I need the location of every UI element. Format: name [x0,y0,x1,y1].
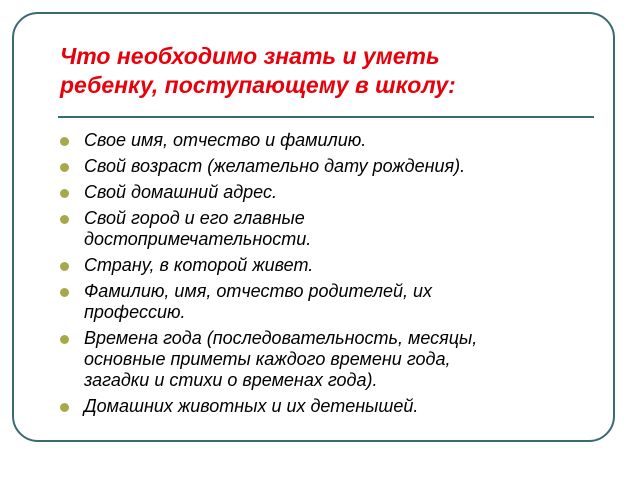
bullet-dot-icon [60,335,69,344]
bullet-text: Фамилию, имя, отчество родителей, их [84,281,433,301]
bullet-dot-icon [60,288,69,297]
bullet-dot-icon [60,262,69,271]
bullet-text: профессию. [84,302,186,322]
bullet-dot-icon [60,403,69,412]
bullet-dot-icon [60,215,69,224]
bullet-text: Свой город и его главные [84,208,305,228]
bullet-text: Времена года (последовательность, месяцы, [84,328,478,348]
bullet-dot-icon [60,189,69,198]
bullet-item-name [60,130,580,151]
bullet-item-seasons [60,328,580,391]
title-divider [58,116,594,118]
bullet-text: Свой возраст (желательно дату рождения). [84,156,466,176]
bullet-text: Свое имя, отчество и фамилию. [84,130,367,150]
bullet-dot-icon [60,137,69,146]
bullet-item-animals [60,396,580,417]
bullet-text: достопримечательности. [84,229,312,249]
bullet-text: основные приметы каждого времени года, [84,349,451,369]
bullet-item-address [60,182,580,203]
bullet-item-country [60,255,580,276]
bullet-list [60,130,580,422]
bullet-item-parents [60,281,580,323]
slide-title [60,42,600,100]
bullet-text: загадки и стихи о временах года). [84,370,378,390]
bullet-item-city [60,208,580,250]
bullet-text: Свой домашний адрес. [84,182,277,202]
bullet-dot-icon [60,163,69,172]
bullet-text: Домашних животных и их детенышей. [84,396,419,416]
title-line-2: ребенку, поступающему в школу: [60,72,456,98]
bullet-item-age [60,156,580,177]
title-line-1: Что необходимо знать и уметь [60,43,440,69]
bullet-text: Страну, в которой живет. [84,255,314,275]
